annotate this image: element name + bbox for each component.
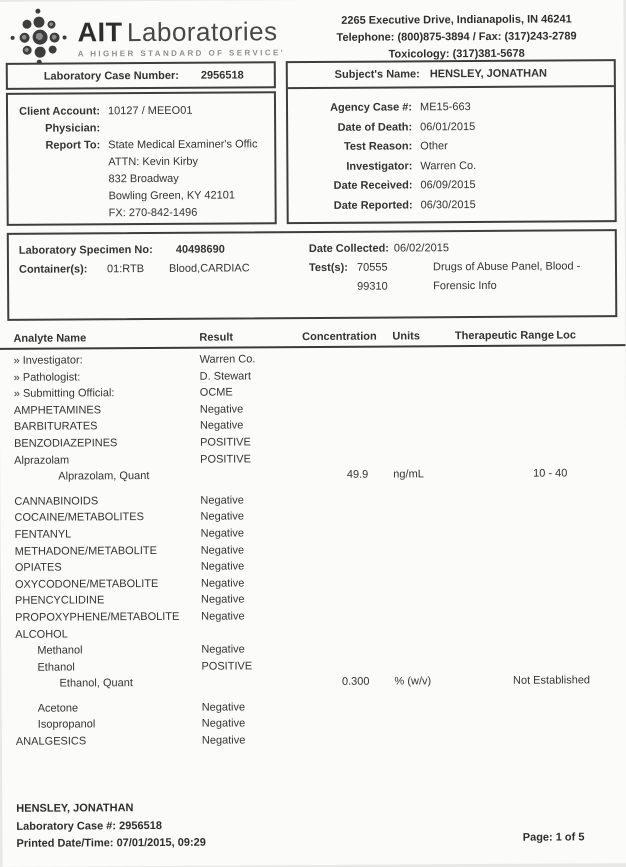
analyte-cell: Ethanol, Quant: [1, 675, 201, 693]
result-cell: Warren Co.: [200, 351, 300, 368]
container-code: 01:RTB: [107, 260, 169, 279]
result-cell: Negative: [201, 591, 301, 608]
range-cell: [454, 349, 599, 366]
loc-cell: [600, 506, 626, 523]
client-info-row: [8, 102, 274, 121]
lab-contact-block: [297, 4, 615, 58]
concentration-cell: 49.9: [300, 467, 380, 484]
concentration-cell: [302, 715, 382, 732]
test-code: 99310: [357, 277, 433, 296]
analyte-cell: Methanol: [1, 642, 201, 660]
date-collected-label: Date Collected:: [309, 240, 394, 260]
units-cell: [382, 698, 457, 715]
contact-line: Toxicology: (317)381-5678: [298, 45, 616, 64]
concentration-cell: [301, 558, 381, 575]
footer-block: [16, 800, 206, 854]
loc-cell: [600, 465, 626, 482]
units-cell: [380, 491, 455, 508]
tests-label: Test(s):: [309, 259, 357, 278]
client-row-value: State Medical Examiner's Offic: [108, 136, 257, 154]
result-cell: Negative: [201, 608, 301, 625]
date-collected-value: 06/02/2015: [394, 239, 449, 258]
range-cell: [455, 490, 600, 507]
analyte-cell: Isopropanol: [2, 716, 202, 734]
result-cell: Negative: [200, 492, 300, 509]
units-cell: [381, 607, 456, 624]
agency-row-value: 06/30/2015: [421, 196, 476, 216]
range-cell: [456, 523, 601, 540]
range-cell: [457, 714, 602, 731]
results-table: [0, 329, 626, 750]
container-label: Container(s):: [19, 260, 107, 280]
address-line: ATTN: Kevin Kirby: [108, 153, 274, 171]
table-row: [1, 672, 626, 692]
client-row-label: Physician:: [8, 120, 100, 138]
units-cell: [382, 715, 457, 732]
range-cell: Not Established: [456, 673, 601, 690]
loc-cell: [601, 606, 626, 623]
loc-cell: [600, 382, 626, 399]
units-cell: [380, 350, 455, 367]
units-cell: [381, 640, 456, 657]
agency-row-value: 06/09/2015: [420, 176, 475, 196]
loc-cell: [600, 366, 626, 383]
analyte-cell: ANALGESICS: [2, 733, 202, 751]
address-line: FX: 270-842-1496: [109, 204, 275, 222]
concentration-cell: [301, 657, 381, 674]
result-cell: Negative: [201, 641, 301, 658]
tests-list: [357, 257, 581, 296]
agency-row-label: Date Reported:: [289, 196, 413, 216]
analyte-cell: BENZODIAZEPINES: [0, 435, 200, 453]
col-concentration: Concentration: [299, 331, 379, 343]
loc-cell: [600, 490, 626, 507]
brand-name-light: Laboratories: [127, 16, 278, 47]
range-cell: [455, 382, 600, 399]
test-line: [357, 276, 580, 296]
case-info-section: [6, 59, 617, 226]
range-cell: [456, 590, 601, 607]
units-cell: [381, 657, 456, 674]
agency-row-value: Warren Co.: [420, 156, 476, 176]
agency-row-value: ME15-663: [420, 98, 471, 118]
units-cell: [381, 557, 456, 574]
table-row: [2, 730, 626, 750]
concentration-cell: [301, 525, 381, 542]
units-cell: [381, 574, 456, 591]
address-line: Bowling Green, KY 42101: [109, 187, 275, 205]
units-cell: [380, 417, 455, 434]
footer-case-number: Laboratory Case #: 2956518: [16, 817, 205, 836]
result-cell: Negative: [202, 716, 302, 733]
loc-cell: [601, 623, 626, 640]
col-result: Result: [199, 331, 299, 344]
units-cell: [380, 400, 455, 417]
range-cell: [456, 556, 601, 573]
client-row-value: 10127 / MEEO01: [108, 103, 192, 121]
units-cell: [381, 590, 456, 607]
client-info-box: [6, 91, 277, 226]
analyte-cell: CANNABINOIDS: [0, 492, 200, 510]
subject-name-value: HENSLEY, JONATHAN: [430, 68, 547, 81]
range-cell: [455, 416, 600, 433]
units-cell: [380, 507, 455, 524]
loc-cell: [601, 656, 626, 673]
footer-printed-datetime: Printed Date/Time: 07/01/2015, 09:29: [16, 835, 205, 854]
range-cell: [456, 639, 601, 656]
concentration-cell: [301, 641, 381, 658]
result-cell: OCME: [200, 384, 300, 401]
loc-cell: [600, 399, 626, 416]
loc-cell: [600, 449, 626, 466]
agency-info-row: [288, 97, 614, 118]
agency-info-row: [289, 195, 615, 216]
col-analyte-name: Analyte Name: [0, 332, 199, 345]
concentration-cell: [301, 607, 381, 624]
case-number-value: 2956518: [201, 69, 244, 81]
agency-row-label: Agency Case #:: [288, 98, 412, 118]
ait-logo-dots-icon: [9, 7, 67, 65]
result-cell: Negative: [201, 575, 301, 592]
range-cell: [456, 623, 601, 640]
analyte-cell: PROPOXYPHENE/METABOLITE: [1, 609, 201, 627]
range-cell: [456, 573, 601, 590]
concentration-cell: [301, 624, 381, 641]
test-desc: Forensic Info: [433, 277, 497, 296]
concentration-cell: [300, 450, 380, 467]
units-cell: [380, 433, 455, 450]
brand-block: [77, 6, 285, 59]
concentration-cell: [300, 351, 380, 368]
result-cell: [201, 625, 301, 642]
analyte-cell: Alprazolam, Quant: [0, 468, 200, 486]
result-cell: Negative: [200, 508, 300, 525]
result-cell: POSITIVE: [200, 451, 300, 468]
result-cell: D. Stewart: [200, 368, 300, 385]
concentration-cell: [300, 384, 380, 401]
result-cell: Negative: [202, 699, 302, 716]
brand-name-bold: AIT: [77, 17, 122, 47]
agency-info-row: [288, 156, 614, 177]
analyte-cell: Alprazolam: [0, 451, 200, 469]
agency-row-value: 06/01/2015: [420, 118, 475, 138]
specimen-box: [7, 229, 618, 321]
case-number-label: Laboratory Case Number:: [44, 69, 179, 82]
concentration-cell: [301, 541, 381, 558]
units-cell: [382, 731, 457, 748]
units-cell: [380, 367, 455, 384]
client-row-label: Report To:: [8, 137, 100, 155]
agency-row-label: Date of Death:: [288, 118, 412, 138]
units-cell: [380, 383, 455, 400]
range-cell: [455, 449, 600, 466]
concentration-cell: [300, 491, 380, 508]
report-header: [0, 0, 624, 60]
container-desc: Blood,CARDIAC: [169, 259, 250, 278]
analyte-cell: » Investigator:: [0, 352, 200, 370]
concentration-cell: [300, 434, 380, 451]
loc-cell: [599, 349, 625, 366]
result-cell: Negative: [202, 732, 302, 749]
result-cell: Negative: [201, 542, 301, 559]
client-info-row: [8, 119, 274, 138]
concentration-cell: [301, 591, 381, 608]
units-cell: [381, 624, 456, 641]
agency-row-label: Date Received:: [288, 176, 412, 196]
concentration-cell: 0.300: [301, 674, 381, 691]
page-number: Page: 1 of 5: [523, 831, 585, 843]
client-info-row: [8, 136, 274, 155]
agency-info-row: [288, 175, 614, 196]
range-cell: [455, 366, 600, 383]
analyte-cell: OPIATES: [1, 559, 201, 577]
analyte-cell: PHENCYCLIDINE: [1, 592, 201, 610]
subject-info-box: [286, 59, 617, 224]
range-cell: [456, 656, 601, 673]
result-cell: [200, 467, 300, 484]
loc-cell: [601, 540, 626, 557]
range-cell: [457, 697, 602, 714]
agency-row-label: Test Reason:: [288, 137, 412, 157]
concentration-cell: [300, 367, 380, 384]
col-therapeutic-range: Therapeutic Range: [454, 330, 554, 343]
subject-name-label: Subject's Name:: [288, 68, 420, 81]
concentration-cell: [302, 732, 382, 749]
brand-tagline: A HIGHER STANDARD OF SERVICE': [78, 48, 285, 58]
result-cell: Negative: [200, 401, 300, 418]
analyte-cell: COCAINE/METABOLITES: [0, 509, 200, 527]
analyte-cell: FENTANYL: [1, 526, 201, 544]
result-cell: POSITIVE: [201, 658, 301, 675]
specimen-number-label: Laboratory Specimen No:: [19, 241, 176, 261]
analyte-cell: » Pathologist:: [0, 368, 200, 386]
units-cell: [381, 541, 456, 558]
result-cell: Negative: [201, 525, 301, 542]
analyte-cell: OXYCODONE/METABOLITE: [1, 575, 201, 593]
analyte-cell: Acetone: [2, 700, 202, 718]
concentration-cell: [300, 508, 380, 525]
specimen-number-value: 40498690: [176, 241, 225, 260]
range-cell: [457, 730, 602, 747]
subject-name-row: [288, 61, 614, 89]
loc-cell: [602, 697, 626, 714]
units-cell: [380, 450, 455, 467]
col-units: Units: [379, 330, 454, 342]
range-cell: [455, 507, 600, 524]
table-row: [0, 465, 626, 485]
footer-subject: HENSLEY, JONATHAN: [16, 800, 205, 819]
result-cell: POSITIVE: [200, 434, 300, 451]
analyte-cell: BARBITURATES: [0, 418, 200, 436]
units-cell: % (w/v): [381, 673, 456, 690]
units-cell: ng/mL: [380, 466, 455, 483]
client-row-label: Client Account:: [8, 103, 100, 121]
loc-cell: [601, 672, 626, 689]
concentration-cell: [301, 574, 381, 591]
loc-cell: [601, 556, 626, 573]
agency-row-value: Other: [420, 137, 448, 157]
units-cell: [381, 524, 456, 541]
range-cell: 10 - 40: [455, 465, 600, 482]
result-cell: Negative: [201, 558, 301, 575]
report-to-address: [108, 153, 274, 222]
result-cell: [201, 674, 301, 691]
test-code: 70555: [357, 258, 433, 277]
analyte-cell: AMPHETAMINES: [0, 401, 200, 419]
loc-cell: [600, 415, 626, 432]
range-cell: [455, 432, 600, 449]
loc-cell: [600, 432, 626, 449]
range-cell: [456, 540, 601, 557]
agency-info-row: [288, 136, 614, 157]
loc-cell: [601, 639, 626, 656]
agency-row-label: Investigator:: [288, 157, 412, 177]
analyte-cell: » Submitting Official:: [0, 385, 200, 403]
test-line: [357, 257, 580, 277]
test-desc: Drugs of Abuse Panel, Blood -: [433, 257, 580, 277]
range-cell: [455, 399, 600, 416]
loc-cell: [601, 589, 626, 606]
col-loc: Loc: [554, 329, 625, 341]
loc-cell: [601, 573, 626, 590]
range-cell: [456, 606, 601, 623]
result-cell: Negative: [200, 417, 300, 434]
concentration-cell: [300, 417, 380, 434]
analyte-cell: ALCOHOL: [1, 625, 201, 643]
concentration-cell: [300, 400, 380, 417]
agency-info-row: [288, 117, 614, 138]
address-line: 832 Broadway: [108, 170, 274, 188]
loc-cell: [602, 714, 626, 731]
analyte-cell: METHADONE/METABOLITE: [1, 542, 201, 560]
analyte-cell: Ethanol: [1, 658, 201, 676]
contact-line: Telephone: (800)875-3894 / Fax: (317)243-2789: [298, 28, 616, 47]
loc-cell: [601, 523, 626, 540]
concentration-cell: [302, 698, 382, 715]
loc-cell: [602, 730, 626, 747]
contact-line: 2265 Executive Drive, Indianapolis, IN 46241: [297, 11, 615, 30]
